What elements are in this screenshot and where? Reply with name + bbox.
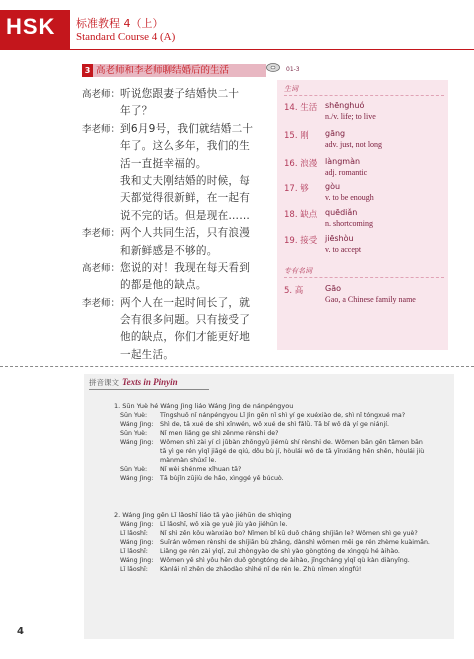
vocab-word: 15. 刚 <box>284 131 309 141</box>
pinyin-sentence: Nǐ men liǎng ge shì zěnme rènshi de? <box>160 430 279 437</box>
pinyin-sentence: Nǐ wèi shénme xǐhuan tā? <box>160 466 242 473</box>
pinyin-heading-en: Texts in Pinyin <box>122 377 178 387</box>
pinyin-sentence: Wǒmen yě shì yǒu hěn duō gòngtóng de àihào, jīngcháng yìqǐ qù kàn diànyǐng. <box>160 557 410 564</box>
dialogue-line <box>82 86 267 103</box>
vocab-word: 19. 接受 <box>284 236 318 246</box>
pinyin-sentence: Lǐ lǎoshī, wǒ xià ge yuè jiù yào jiéhūn le. <box>160 521 288 528</box>
dialogue-line <box>82 156 267 173</box>
vocab-pinyin: quēdiǎn <box>325 208 358 217</box>
vocab-pinyin: gòu <box>325 182 341 191</box>
section-number: 3 <box>82 64 93 77</box>
dialogue-sentence: 说不完的话。但是现在…… <box>120 209 251 222</box>
dialogue-line <box>82 243 267 260</box>
pinyin-heading-rule <box>89 389 209 390</box>
pinyin-speaker: Wáng Jìng: <box>120 557 154 564</box>
proper-noun-heading: 专有名词 <box>284 267 312 275</box>
dialogue-sentence: 两个人共同生活，只有浪漫 <box>120 227 251 240</box>
dialogue-line <box>82 208 267 225</box>
pinyin-sentence: Wǒmen shì zài yí cì jǔbàn zhōngyǔ jiémù shí rènshi de. Wǒmen bān gēn tāmen bān <box>160 439 423 446</box>
pinyin-speaker: Wáng Jìng: <box>120 475 154 482</box>
pinyin-line <box>120 439 423 447</box>
dialogue-sentence: 活一直挺幸福的。 <box>120 157 207 170</box>
dialogue-line <box>82 295 267 312</box>
pinyin-sentence: Liǎng ge rén zài yìqǐ, zuì zhòngyào de shì yào gòngtóng de xìngqù hé àihào. <box>160 548 400 555</box>
dialogue-sentence: 您说的对！我现在每天看到 <box>120 261 251 274</box>
vocab-pinyin: shēnghuó <box>325 101 365 110</box>
proper-noun-word: 5. 高 <box>284 286 304 296</box>
dialogue-sentence: 我和丈夫刚结婚的时候，每 <box>120 174 251 187</box>
pinyin-sentence: Nǐ shì zěn kǒu wànxiào bo? Nǐmen bǐ kū duō cháng shíjiān le? Wǒmen shì ge yuè? <box>160 530 418 537</box>
pinyin-line <box>120 466 241 474</box>
dialogue-sentence: 一起生活。 <box>120 348 175 361</box>
vocab-meaning: n./v. life; to live <box>325 112 376 121</box>
pinyin-section-title: 1. Sūn Yuè hé Wáng Jìng liáo Wáng Jìng de nánpéngyou <box>114 402 294 410</box>
dialogue-line <box>82 121 267 138</box>
pinyin-sentence: Shì de, tā xué de shì xīnwén, wǒ xué de shì fǎlǜ. Tā bǐ wǒ dà yí ge niánjí. <box>160 421 389 428</box>
vocab-word: 14. 生活 <box>284 103 318 113</box>
page-number: 4 <box>17 626 24 637</box>
pinyin-heading <box>89 377 178 388</box>
dialogue-line <box>82 103 267 120</box>
pinyin-speaker: Lǐ lǎoshī: <box>120 566 148 573</box>
dialogue-sentence: 年了？ <box>120 105 153 118</box>
dialogue-sentence: 两个人在一起时间长了，就 <box>120 296 251 309</box>
dialogue-sentence: 他的缺点，你们才能更好地 <box>120 331 251 344</box>
pinyin-line <box>120 530 418 538</box>
pinyin-speaker: Sūn Yuè: <box>120 430 148 437</box>
dialogue-sentence: 天都觉得很新鲜，在一起有 <box>120 192 251 205</box>
pinyin-speaker: Lǐ lǎoshī: <box>120 530 148 537</box>
pinyin-line <box>120 412 405 420</box>
pinyin-speaker: Sūn Yuè: <box>120 466 148 473</box>
pinyin-line <box>120 421 389 429</box>
book-title-zh: 标准教程 4（上） <box>76 17 164 30</box>
pinyin-line <box>120 430 278 438</box>
speaker-label: 高老师： <box>82 262 121 274</box>
dialogue-line <box>82 329 267 346</box>
pinyin-line <box>120 557 410 565</box>
pinyin-speaker: Sūn Yuè: <box>120 412 148 419</box>
vocab-pinyin: làngmàn <box>325 157 361 166</box>
vocab-meaning: adv. just, not long <box>325 140 383 149</box>
pinyin-section-title: 2. Wáng Jìng gēn Lǐ lǎoshī liáo tā yào jiéhūn de shìqing <box>114 511 292 519</box>
pinyin-continuation: tā yì ge rén yìqǐ jiāgé de qiú, dōu bù jí, hòulái wǒ de tā yīnxiǎng hěn shēn, hòulái jiù <box>160 448 425 455</box>
dialogue-line <box>82 225 267 242</box>
pinyin-line <box>120 548 400 556</box>
book-title-en: Standard Course 4 (A) <box>76 31 176 43</box>
pinyin-line <box>120 475 284 483</box>
vocab-word: 17. 够 <box>284 184 309 194</box>
dialogue-sentence: 听说您跟妻子结婚快二十 <box>120 88 240 100</box>
proper-noun-divider <box>284 277 444 278</box>
proper-noun-meaning: Gao, a Chinese family name <box>325 295 416 304</box>
hsk-logo: HSK <box>6 14 56 39</box>
pinyin-sentence: Suīrán wǒmen rènshi de shíjiān bù zhǎng, dànshì wǒmen měi ge rén zhème kuàimǎn. <box>160 539 430 546</box>
dialogue-line <box>82 190 267 207</box>
speaker-label: 李老师： <box>82 123 121 135</box>
dialogue-text <box>82 86 267 364</box>
dialogue-line <box>82 260 267 277</box>
vocab-pinyin: gāng <box>325 129 346 138</box>
pinyin-speaker: Wáng Jìng: <box>120 521 154 528</box>
dialogue-line <box>82 173 267 190</box>
pinyin-sentence: Tā bùjǐn zūjiù de hǎo, xìnggé yě búcuò. <box>160 475 284 482</box>
pinyin-heading-zh: 拼音课文 <box>89 378 119 387</box>
dialogue-line <box>82 138 267 155</box>
pinyin-speaker: Wáng Jìng: <box>120 421 154 428</box>
pinyin-continuation: mànmàn shúxī le. <box>160 457 217 464</box>
page-separator <box>0 366 474 367</box>
vocab-meaning: adj. romantic <box>325 168 368 177</box>
pinyin-speaker: Wáng Jìng: <box>120 439 154 446</box>
vocab-heading: 生词 <box>284 85 298 93</box>
vocab-meaning: v. to accept <box>325 245 362 254</box>
pinyin-line <box>120 566 361 574</box>
dialogue-sentence: 的都是他的缺点。 <box>120 279 207 292</box>
dialogue-line <box>82 347 267 364</box>
pinyin-sentence: Kànlái nǐ zhēn de zhǎodào shìhé nǐ de rén le. Zhù nǐmen xìngfú! <box>160 566 362 573</box>
vocab-divider <box>284 95 444 96</box>
pinyin-sentence: Tīngshuō nǐ nánpéngyou Lǐ Jìn gēn nǐ shì yí ge xuéxiào de, shì nǐ tóngxué ma? <box>160 412 406 419</box>
dialogue-line <box>82 312 267 329</box>
audio-track-number: 01-3 <box>286 66 300 73</box>
header-rule <box>70 49 474 50</box>
proper-noun-pinyin: Gāo <box>325 284 341 293</box>
pinyin-line <box>120 539 430 547</box>
vocab-pinyin: jiēshòu <box>325 234 354 243</box>
vocab-meaning: v. to be enough <box>325 193 374 202</box>
dialogue-sentence: 会有很多问题。只有接受了 <box>120 314 251 327</box>
dialogue-line <box>82 277 267 294</box>
vocab-word: 16. 浪漫 <box>284 159 318 169</box>
speaker-label: 李老师： <box>82 297 121 309</box>
dialogue-sentence: 年了。这么多年，我们的生 <box>120 140 251 153</box>
dialogue-sentence: 到6月9号，我们就结婚二十 <box>120 122 254 135</box>
speaker-label: 李老师： <box>82 228 121 240</box>
vocab-word: 18. 缺点 <box>284 210 318 220</box>
vocab-meaning: n. shortcoming <box>325 219 373 228</box>
pinyin-speaker: Lǐ lǎoshī: <box>120 548 148 555</box>
speaker-label: 高老师： <box>82 89 121 100</box>
section-title: 高老师和李老师聊结婚后的生活 <box>96 65 230 76</box>
dialogue-sentence: 和新鲜感是不够的。 <box>120 244 218 257</box>
audio-cd-icon[interactable] <box>266 63 280 72</box>
pinyin-speaker: Wáng Jìng: <box>120 539 154 546</box>
pinyin-line <box>120 521 287 529</box>
